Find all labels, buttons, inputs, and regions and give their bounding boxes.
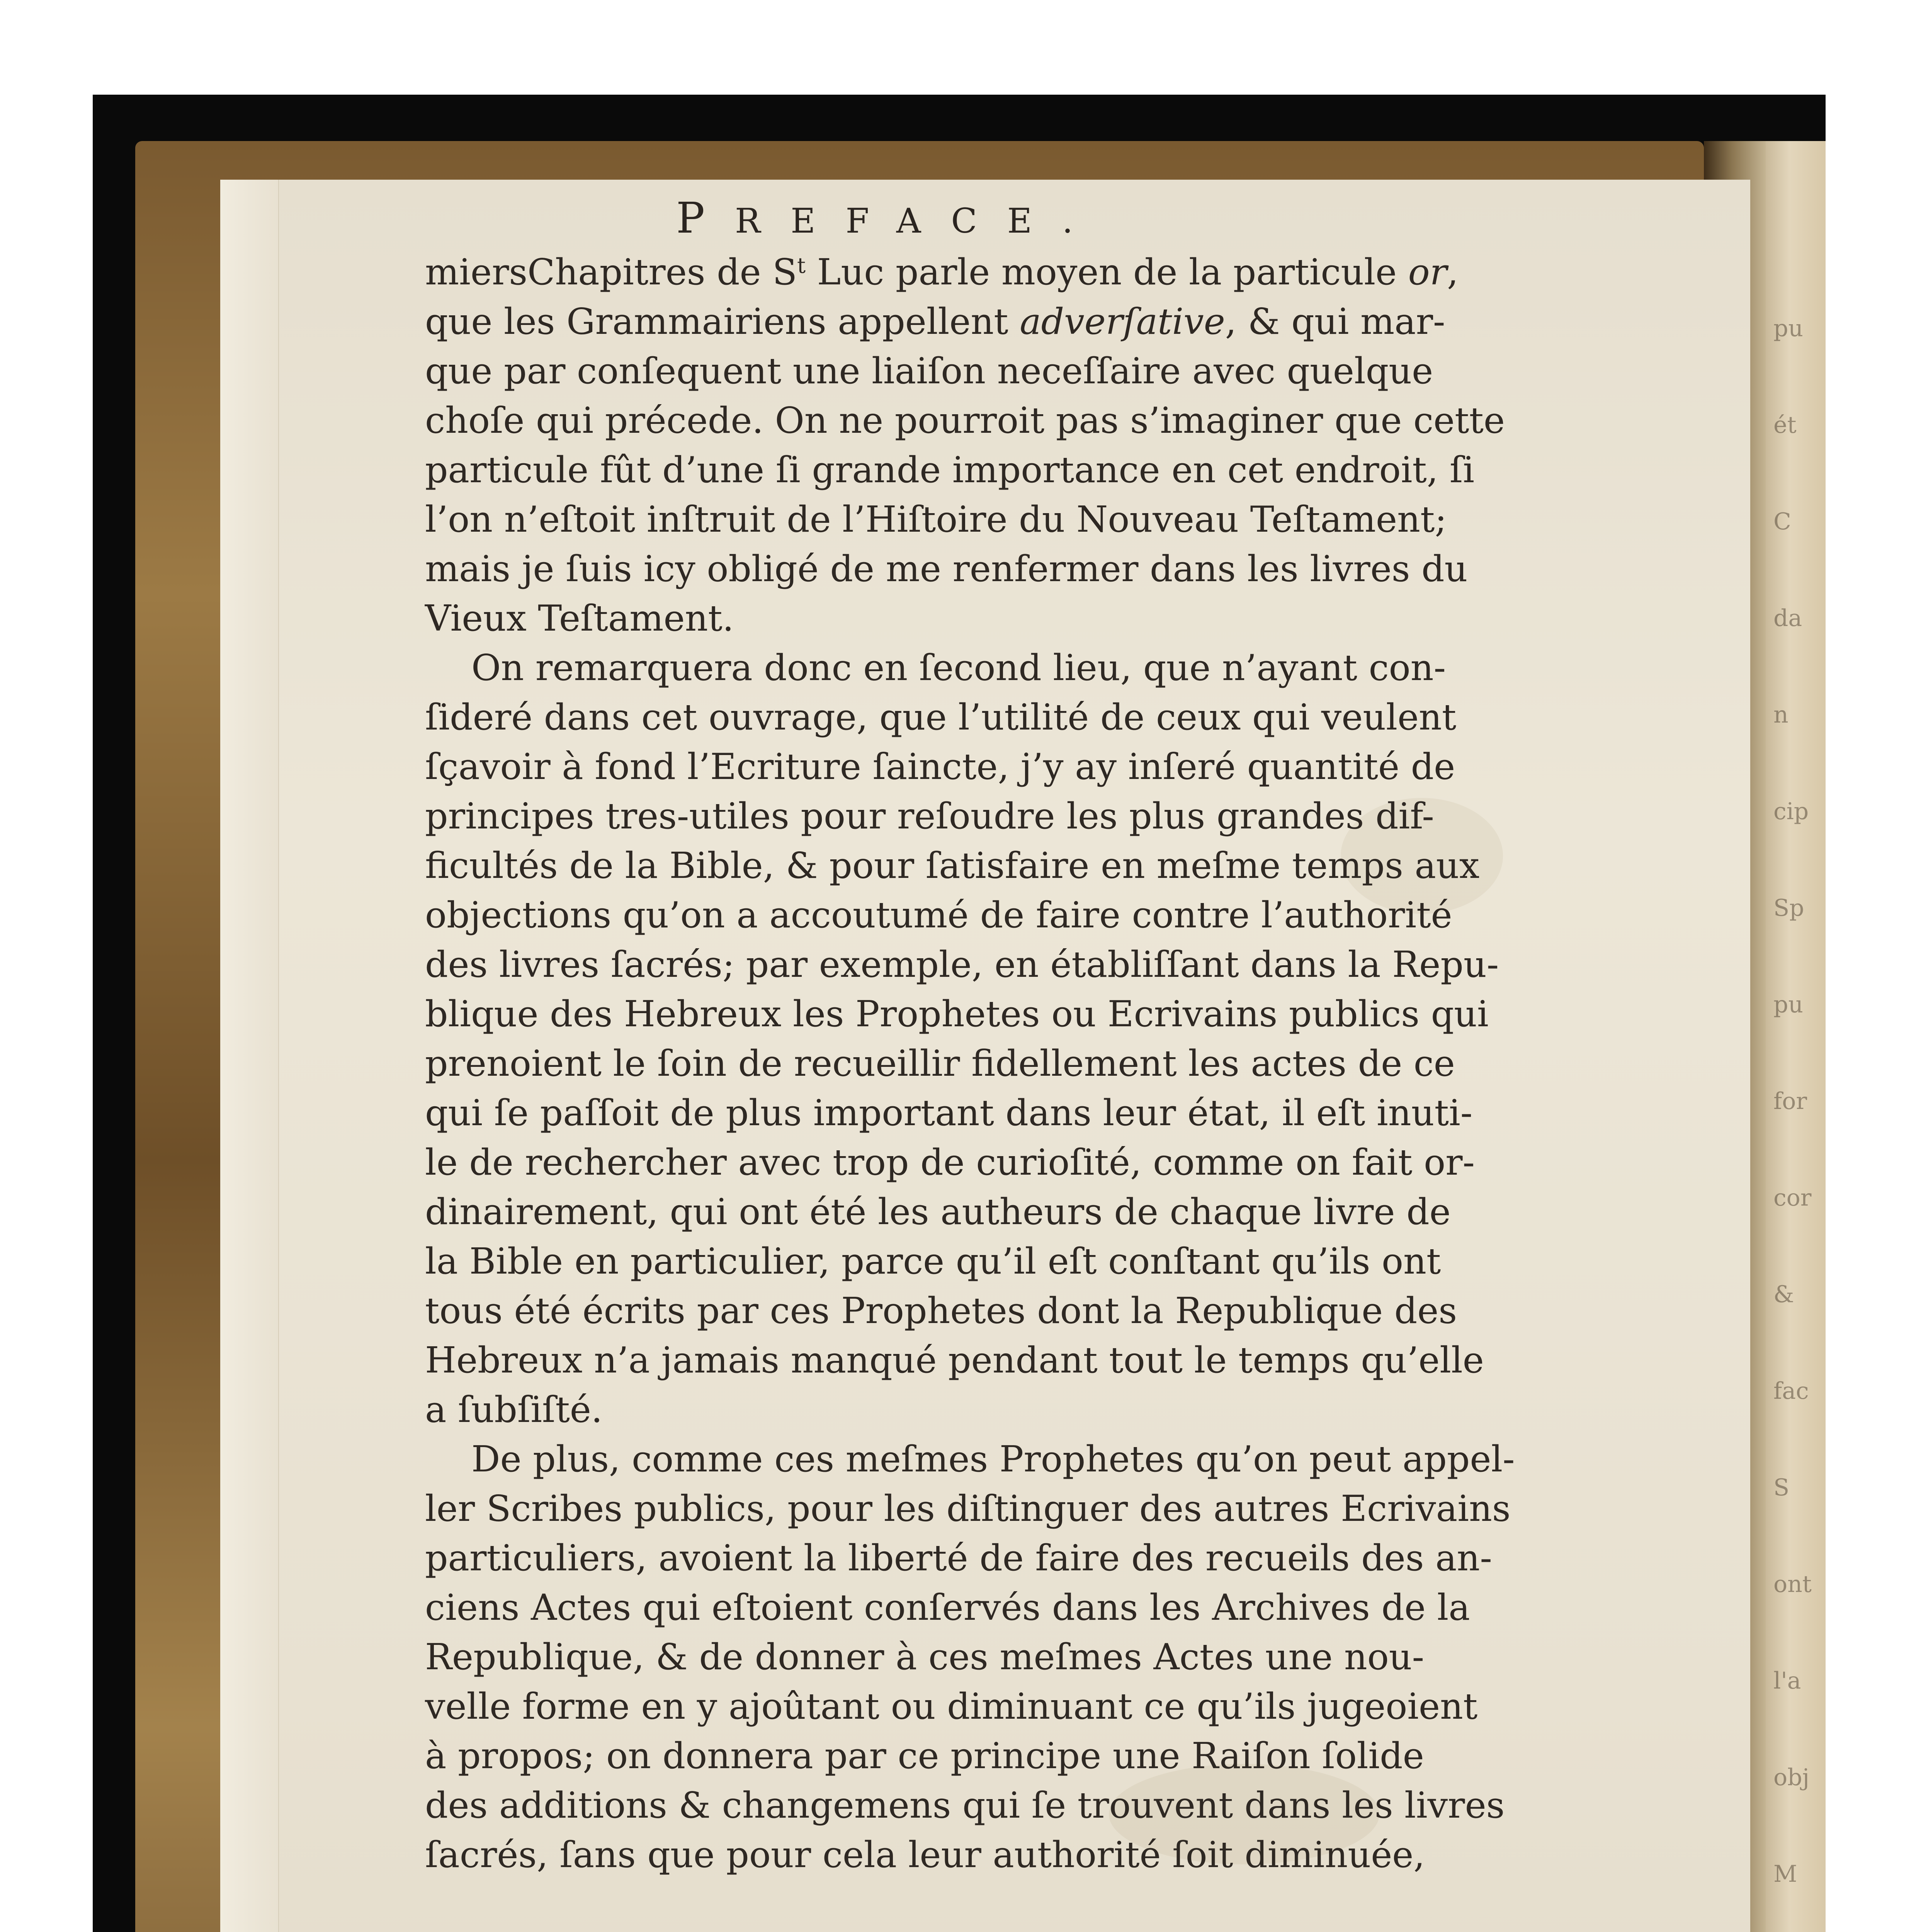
text-line: Hebreux n’a jamais manqué pendant tout le temps qu’elle: [425, 1339, 1484, 1381]
text-line: des livres ſacrés; par exemple, en établiſſant dans la Repu-: [425, 944, 1499, 985]
text-line: ler Scribes publics, pour les diſtinguer des autres Ecrivains: [425, 1488, 1511, 1529]
italic-word: adverſative: [1020, 301, 1225, 342]
facing-page-fragment: fac: [1773, 1378, 1809, 1405]
text-line: la Bible en particulier, parce qu’il eſt conſtant qu’ils ont: [425, 1240, 1441, 1282]
text-line: ſçavoir à fond l’Ecriture ſaincte, j’y ay inſeré quantité de: [425, 746, 1455, 787]
page-fore-edge: [220, 180, 279, 1932]
text-line: choſe qui précede. On ne pourroit pas s’imaginer que cette: [425, 400, 1505, 441]
facing-page-fragment: obj: [1773, 1764, 1810, 1791]
text-line: particule fût d’une ſi grande importance en cet endroit, ſi: [425, 449, 1474, 491]
italic-word: or: [1408, 251, 1447, 293]
text-line: mais je ſuis icy obligé de me renfermer dans les livres du: [425, 548, 1468, 590]
text-line: tous été écrits par ces Prophetes dont la Republique des: [425, 1290, 1457, 1332]
facing-page-fragment: cor: [1773, 1184, 1812, 1211]
text-line: prenoient le ſoin de recueillir fidellement les actes de ce: [425, 1043, 1455, 1084]
text-line: On remarquera donc en ſecond lieu, que n’ayant con-: [471, 647, 1446, 689]
text-line: principes tres-utiles pour reſoudre les plus grandes dif-: [425, 795, 1434, 837]
text-line: a ſubſiſté.: [425, 1389, 603, 1430]
text-line: ſacrés, ſans que pour cela leur authorité ſoit diminuée,: [425, 1834, 1425, 1876]
text-line: [425, 297, 1507, 346]
text-line: ciens Actes qui eſtoient conſervés dans les Archives de la: [425, 1587, 1470, 1628]
text-line: ſideré dans cet ouvrage, que l’utilité de ceux qui veulent: [425, 696, 1457, 738]
facing-page-fragment: for: [1773, 1088, 1807, 1115]
text-line: Vieux Teſtament.: [425, 597, 734, 639]
text-fragment: que les Grammairiens appellent: [425, 301, 1020, 342]
text-fragment: miersChapitres de S: [425, 251, 797, 293]
running-head: [676, 193, 1103, 243]
text-line: que par conſequent une liaiſon neceſſaire avec quelque: [425, 350, 1433, 392]
facing-page-fragment: pu: [1773, 991, 1804, 1018]
text-line: l’on n’eſtoit inſtruit de l’Hiſtoire du Nouveau Teſtament;: [425, 498, 1447, 540]
facing-page-fragment: ont: [1773, 1571, 1812, 1598]
text-line: ficultés de la Bible, & pour ſatisfaire en meſme temps aux: [425, 845, 1480, 886]
facing-page-fragment: n: [1773, 701, 1788, 728]
text-line: velle forme en y ajoûtant ou diminuant ce qu’ils jugeoient: [425, 1685, 1478, 1727]
text-line: à propos; on donnera par ce principe une Raiſon ſolide: [425, 1735, 1424, 1777]
text-line: blique des Hebreux les Prophetes ou Ecrivains publics qui: [425, 993, 1489, 1035]
facing-page-fragment: da: [1773, 605, 1802, 632]
body-text: [425, 247, 1515, 1879]
facing-page-fragment: M: [1773, 1861, 1797, 1888]
text-fragment: Luc parle moyen de la particule: [806, 251, 1408, 293]
facing-page-edge: [1766, 141, 1826, 1932]
text-line: objections qu’on a accoutumé de faire contre l’authorité: [425, 894, 1452, 936]
running-head-rest: REFACE.: [735, 201, 1103, 241]
text-line: Republique, & de donner à ces meſmes Actes une nou-: [425, 1636, 1425, 1678]
running-head-initial: P: [676, 193, 735, 243]
facing-page-fragment: ét: [1773, 412, 1797, 439]
facing-page-fragment: pu: [1773, 315, 1804, 342]
facing-page-fragment: S: [1773, 1474, 1790, 1501]
superscript: t: [797, 253, 806, 278]
text-line: particuliers, avoient la liberté de faire des recueils des an-: [425, 1537, 1492, 1579]
text-line: le de rechercher avec trop de curioſité, comme on fait or-: [425, 1141, 1475, 1183]
facing-page-fragment: cip: [1773, 798, 1809, 825]
text-line: De plus, comme ces meſmes Prophetes qu’on peut appel-: [471, 1438, 1515, 1480]
facing-page-fragment: l'a: [1773, 1667, 1801, 1694]
facing-page-fragment: Sp: [1773, 895, 1804, 922]
text-fragment: , & qui mar-: [1225, 301, 1445, 342]
text-line: des additions & changemens qui ſe trouvent dans les livres: [425, 1784, 1505, 1826]
facing-page-fragment: &: [1773, 1281, 1794, 1308]
text-line: dinairement, qui ont été les autheurs de chaque livre de: [425, 1191, 1451, 1233]
facing-page-fragment: C: [1773, 508, 1791, 535]
text-fragment: ,: [1447, 251, 1459, 293]
text-line: qui ſe paſſoit de plus important dans leur état, il eſt inuti-: [425, 1092, 1473, 1134]
text-line: [425, 247, 1507, 297]
